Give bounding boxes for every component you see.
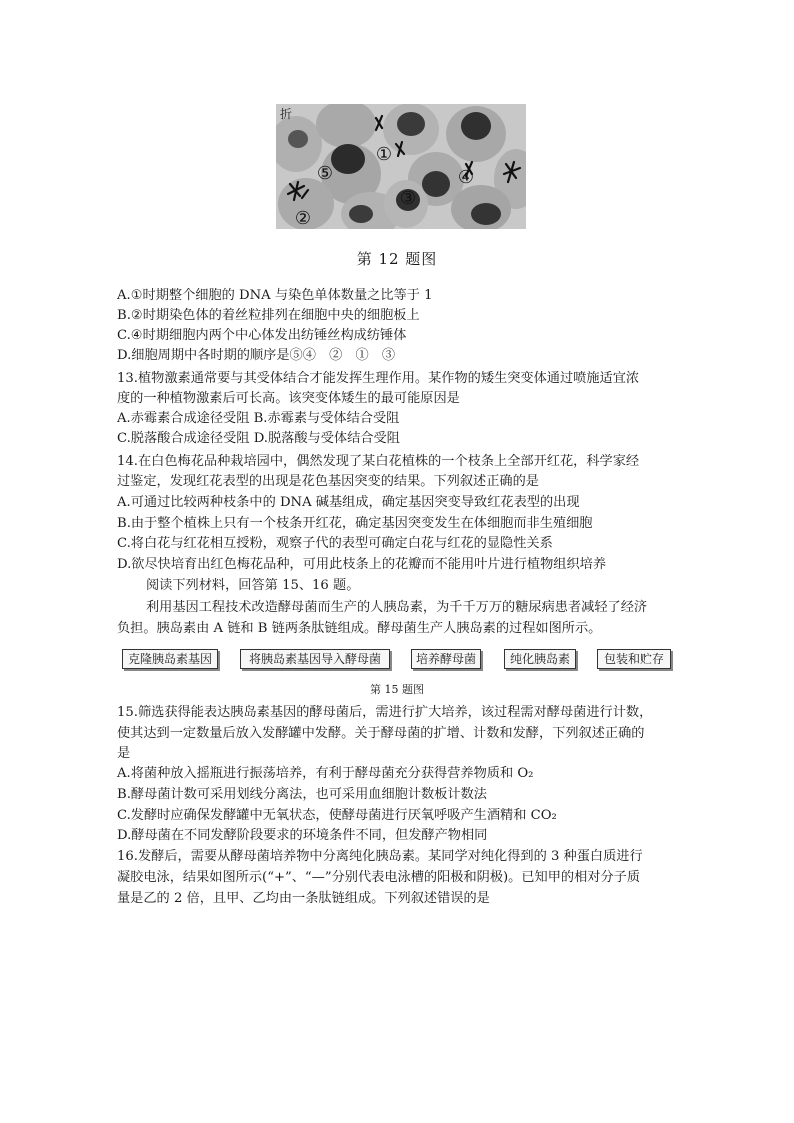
q15-stem-2: 使其达到一定数量后放入发酵罐中发酵。关于酵母菌的扩增、计数和发酵，下列叙述正确的: [117, 726, 645, 741]
mark-4: ④: [457, 167, 475, 188]
q13-stem-1: 13.植物激素通常要与其受体结合才能发挥生理作用。某作物的矮生突变体通过喷施适宜浓: [117, 371, 640, 386]
q15-stem-3: 是: [117, 746, 131, 761]
reading-intro: 阅读下列材料，回答第 15、16 题。: [146, 578, 360, 593]
q12-option-a: A.①时期整个细胞的 DNA 与染色单体数量之比等于 1: [117, 288, 433, 303]
mark-2: ②: [294, 208, 312, 229]
production-flow: [0, 649, 794, 671]
mark-3: ③: [399, 188, 417, 209]
q12-option-d: D.细胞周期中各时期的顺序是⑤④ ② ① ③: [117, 348, 396, 363]
q15-option-a: A.将菌种放入摇瓶进行振荡培养，有利于酵母菌充分获得营养物质和 O₂: [117, 766, 534, 781]
q16-stem-2: 凝胶电泳，结果如图所示(“+”、“—”分别代表电泳槽的阳极和阴极)。已知甲的相对分子质: [117, 870, 641, 885]
cell-micrograph: [276, 104, 526, 229]
q13-option-cd: C.脱落酸合成途径受阻 D.脱落酸与受体结合受阻: [117, 431, 400, 446]
mark-5: ⑤: [316, 163, 334, 184]
q13-stem-2: 度的一种植物激素后可长高。该突变体矮生的最可能原因是: [117, 391, 460, 406]
q12-option-b: B.②时期染色体的着丝粒排列在细胞中央的细胞板上: [117, 308, 420, 323]
flow-step-purify: 纯化胰岛素: [504, 649, 576, 669]
q13-option-ab: A.赤霉素合成途径受阻 B.赤霉素与受体结合受阻: [117, 411, 400, 426]
flow-step-package: 包装和贮存: [597, 649, 671, 669]
mark-1: ①: [375, 144, 393, 165]
q14-option-b: B.由于整个植株上只有一个枝条开红花，确定基因突变发生在体细胞而非生殖细胞: [117, 516, 593, 531]
q14-stem-1: 14.在白色梅花品种栽培园中，偶然发现了某白花植株的一个枝条上全部开红花，科学家经: [117, 454, 640, 469]
q14-option-a: A.可通过比较两种枝条中的 DNA 碱基组成，确定基因突变导致红花表型的出现: [117, 495, 580, 510]
q15-stem-1: 15.筛选获得能表达胰岛素基因的酵母菌后，需进行扩大培养，该过程需对酵母菌进行计数，: [117, 705, 653, 720]
q14-option-c: C.将白花与红花相互授粉，观察子代的表型可确定白花与红花的显隐性关系: [117, 536, 553, 551]
figure-12-caption: 第 12 题图: [356, 250, 438, 268]
q16-stem-1: 16.发酵后，需要从酵母菌培养物中分离纯化胰岛素。某同学对纯化得到的 3 种蛋白质进行: [117, 849, 643, 864]
figure-15-caption: 第 15 题图: [370, 683, 424, 696]
corner-mark: 折: [280, 107, 293, 121]
micrograph-image: [276, 104, 526, 229]
reading-passage-1: 利用基因工程技术改造酵母菌而生产的人胰岛素，为千千万万的糖尿病患者减轻了经济: [146, 600, 648, 615]
q15-option-b: B.酵母菌计数可采用划线分离法，也可采用血细胞计数板计数法: [117, 787, 487, 802]
q15-option-d: D.酵母菌在不同发酵阶段要求的环境条件不同，但发酵产物相同: [117, 828, 488, 843]
q16-stem-3: 量是乙的 2 倍，且甲、乙均由一条肽链组成。下列叙述错误的是: [117, 891, 490, 906]
q14-stem-2: 过鉴定，发现红花表型的出现是花色基因突变的结果。下列叙述正确的是: [117, 474, 539, 489]
flow-step-transform: 将胰岛素基因导入酵母菌: [240, 649, 390, 669]
q15-option-c: C.发酵时应确保发酵罐中无氧状态，使酵母菌进行厌氧呼吸产生酒精和 CO₂: [117, 808, 557, 823]
flow-step-clone: 克隆胰岛素基因: [122, 649, 218, 669]
q14-option-d: D.欲尽快培育出红色梅花品种，可用此枝条上的花瓣而不能用叶片进行植物组织培养: [117, 557, 607, 572]
q12-option-c: C.④时期细胞内两个中心体发出纺锤丝构成纺锤体: [117, 328, 407, 343]
reading-passage-2: 负担。胰岛素由 A 链和 B 链两条肽链组成。酵母菌生产人胰岛素的过程如图所示。: [117, 621, 602, 636]
flow-step-culture: 培养酵母菌: [411, 649, 481, 669]
